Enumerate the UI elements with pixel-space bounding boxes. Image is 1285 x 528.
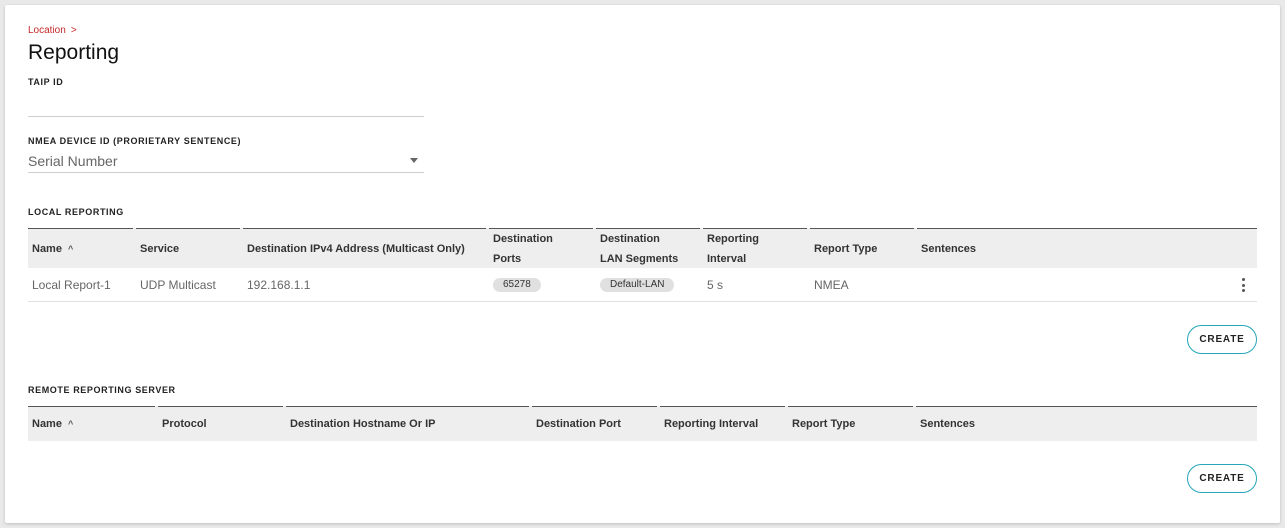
col-report-type-header [788,406,913,441]
col-interval-header [660,406,785,441]
cell-dest-port [489,268,593,301]
chevron-right-icon: > [70,25,77,36]
col-report-type-label: Report Type [792,418,856,430]
cell-name: Local Report-1 [32,277,111,292]
col-name-label: Name [32,418,62,430]
col-name-header[interactable] [28,228,133,268]
col-dest-ports-label [493,229,553,269]
col-sentences-header [916,406,1257,441]
col-name-header[interactable] [28,406,155,441]
more-vert-icon[interactable] [1241,278,1245,292]
page-title: Reporting [28,41,120,64]
port-chip: 65278 [493,278,541,292]
col-report-type-header [810,228,914,268]
col-dest-ip-label: Destination IPv4 Address (Multicast Only) [247,242,465,255]
lan-chip: Default-LAN [600,278,674,292]
col-interval-line2: Interval [707,252,747,265]
cell-service: UDP Multicast [140,277,216,292]
table-row[interactable] [28,268,1257,302]
col-interval-line1: Reporting [707,232,759,245]
col-interval-header [703,228,807,268]
local-reporting-table [28,228,1257,302]
col-dest-port-label: Destination Port [536,418,621,430]
taip-id-input[interactable] [28,93,424,115]
cell-sentences [917,268,1217,301]
cell-dest-ip: 192.168.1.1 [247,277,311,292]
sort-ascending-icon[interactable]: ^ [67,419,74,429]
remote-create-button[interactable]: CREATE [1187,464,1257,493]
nmea-device-id-value: Serial Number [28,153,118,169]
col-name-label: Name [32,242,62,255]
col-interval-label: Reporting Interval [664,418,759,430]
local-table-header [28,228,1257,268]
col-service-header [136,228,240,268]
remote-reporting-table [28,406,1257,441]
local-reporting-label: LOCAL REPORTING [28,207,124,217]
col-sentences-label: Sentences [920,418,976,430]
col-dest-lan-header [596,228,700,268]
local-create-button[interactable]: CREATE [1187,325,1257,354]
cell-interval: 5 s [707,277,724,292]
col-dest-port-header [532,406,657,441]
breadcrumb-location-link[interactable]: Location [28,25,66,36]
nmea-device-id-label: NMEA DEVICE ID (PRORIETARY SENTENCE) [28,136,242,146]
breadcrumb [28,25,77,36]
col-interval-label [707,229,759,269]
taip-id-label: TAIP ID [28,77,64,87]
cell-dest-lan [596,268,700,301]
sort-ascending-icon[interactable]: ^ [67,243,74,254]
col-dest-lan-line2: LAN Segments [600,252,679,265]
col-sentences-header [917,228,1257,268]
col-dest-lan-label [600,229,678,269]
col-dest-lan-line1: Destination [600,232,660,245]
col-dest-host-header [286,406,529,441]
nmea-device-id-underline [28,172,424,173]
col-dest-ports-line1: Destination [493,232,553,245]
taip-id-underline [28,116,424,117]
reporting-card [5,5,1280,523]
remote-reporting-label: REMOTE REPORTING SERVER [28,385,176,395]
dropdown-arrow-icon[interactable] [410,158,418,163]
col-dest-ip-header [243,228,486,268]
remote-table-header [28,406,1257,441]
col-protocol-header [158,406,283,441]
col-dest-ports-line2: Ports [493,252,522,265]
col-dest-host-label: Destination Hostname Or IP [290,418,436,430]
cell-report-type: NMEA [814,277,849,292]
col-protocol-label: Protocol [162,418,207,430]
col-service-label: Service [140,242,180,255]
col-dest-ports-header [489,228,593,268]
col-report-type-label: Report Type [814,242,878,255]
col-sentences-label: Sentences [921,242,977,255]
